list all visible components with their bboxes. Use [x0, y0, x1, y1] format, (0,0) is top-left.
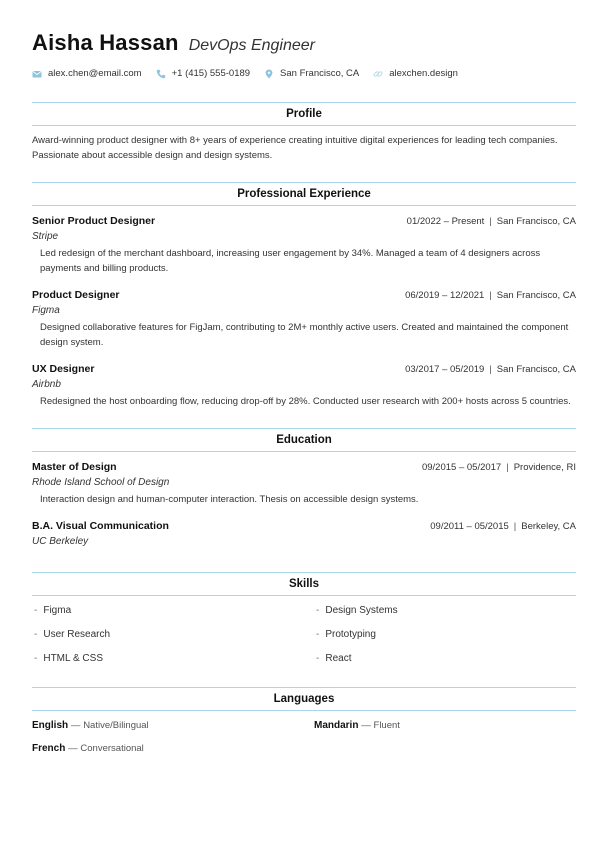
job-dates: 01/2022 – Present: [406, 216, 485, 227]
degree-description: Interaction design and human-computer interaction. Thesis on accessible design systems.: [40, 494, 419, 505]
job-location: San Francisco, CA: [496, 364, 576, 375]
envelope-icon: [32, 69, 42, 79]
job-location: San Francisco, CA: [496, 216, 576, 227]
job-company: Stripe: [32, 231, 59, 242]
meta-separator: |: [489, 364, 492, 375]
degree-meta: [430, 521, 576, 532]
skills-heading: Skills: [32, 572, 576, 596]
job-meta: [405, 364, 576, 375]
job-description-line: Redesigned the host onboarding flow, reducing drop-off by 28%. Conducted user research with 200+ hosts across 5 countries.: [40, 396, 571, 407]
link-icon: [373, 69, 383, 79]
degree-location: Berkeley, CA: [521, 521, 576, 532]
profile-heading: Profile: [32, 102, 576, 126]
contact-email-text: alex.chen@email.com: [48, 68, 142, 79]
language-name: English: [32, 720, 69, 731]
candidate-title: DevOps Engineer: [188, 37, 315, 54]
candidate-name: Aisha Hassan: [32, 30, 179, 55]
degree-name: Master of Design: [32, 461, 117, 473]
education-section: [32, 428, 576, 452]
skill-item: - HTML & CSS: [34, 653, 103, 664]
language-item: Mandarin — Fluent: [314, 720, 400, 731]
language-level: Native/Bilingual: [83, 720, 149, 731]
contact-location-text: San Francisco, CA: [280, 68, 360, 79]
job-description-line: payments and billing products.: [40, 263, 169, 274]
contact-bar: [32, 68, 472, 79]
contact-website[interactable]: [373, 68, 458, 79]
job-location: San Francisco, CA: [496, 290, 576, 301]
contact-website-text: alexchen.design: [389, 68, 458, 79]
contact-phone-text: +1 (415) 555-0189: [171, 68, 251, 79]
job-meta: [407, 216, 576, 227]
school-name: Rhode Island School of Design: [32, 477, 170, 488]
degree-dates: 09/2011 – 05/2015: [430, 521, 509, 532]
skill-item: - Figma: [34, 605, 72, 616]
job-role: Senior Product Designer: [32, 215, 156, 227]
skill-item: - Design Systems: [316, 605, 398, 616]
degree-dates: 09/2015 – 05/2017: [421, 462, 502, 473]
meta-separator: |: [489, 216, 492, 227]
job-description-line: design system.: [40, 337, 104, 348]
degree-location: Providence, RI: [513, 462, 576, 473]
job-role: UX Designer: [32, 363, 95, 375]
language-item: English — Native/Bilingual: [32, 720, 149, 731]
skill-item: - Prototyping: [316, 629, 376, 640]
language-level: Fluent: [373, 720, 400, 731]
profile-summary-line: Passionate about accessible design and design systems.: [32, 150, 273, 161]
education-entry: [32, 461, 576, 507]
job-company: Airbnb: [32, 379, 61, 390]
school-name: UC Berkeley: [32, 536, 89, 547]
meta-separator: |: [489, 290, 492, 301]
contact-phone[interactable]: [156, 68, 250, 79]
degree-name: B.A. Visual Communication: [32, 520, 169, 532]
meta-separator: |: [506, 462, 509, 473]
languages-heading: Languages: [32, 687, 576, 711]
languages-section: [32, 687, 576, 711]
language-item: French — Conversational: [32, 743, 144, 754]
meta-separator: |: [513, 521, 517, 532]
profile-summary-line: Award-winning product designer with 8+ years of experience creating intuitive digital experiences for leading tech companies.: [32, 135, 558, 146]
job-dates: 06/2019 – 12/2021: [405, 290, 485, 301]
experience-section: [32, 182, 576, 206]
job-description: [32, 394, 576, 409]
experience-entry: [32, 215, 576, 276]
experience-entry: [32, 363, 576, 409]
job-description-line: Led redesign of the merchant dashboard, increasing user engagement by 34%. Managed a team of 4 designers across: [40, 248, 541, 259]
profile-summary: [32, 133, 576, 163]
skill-item: - User Research: [34, 629, 111, 640]
job-description: [32, 320, 576, 350]
language-level: Conversational: [80, 743, 144, 754]
job-company: Figma: [32, 305, 60, 316]
education-heading: Education: [32, 428, 576, 452]
job-dates: 03/2017 – 05/2019: [405, 364, 485, 375]
job-description: [32, 246, 576, 276]
phone-icon: [156, 69, 166, 79]
job-role: Product Designer: [32, 289, 120, 301]
skill-item: - React: [316, 653, 352, 664]
map-pin-icon: [264, 69, 274, 79]
profile-section: [32, 102, 576, 163]
experience-entry: [32, 289, 576, 350]
contact-location: [264, 68, 359, 79]
contact-email[interactable]: [32, 68, 142, 79]
skills-section: [32, 572, 576, 596]
job-description-line: Designed collaborative features for FigJam, contributing to 2M+ monthly active users. Created and maintained the component: [40, 322, 569, 333]
resume-header: [32, 30, 315, 56]
experience-heading: Professional Experience: [32, 182, 576, 206]
degree-meta: [422, 462, 576, 473]
job-meta: [405, 290, 576, 301]
language-name: Mandarin: [314, 720, 359, 731]
education-entry: [32, 520, 576, 547]
language-name: French: [32, 743, 66, 754]
